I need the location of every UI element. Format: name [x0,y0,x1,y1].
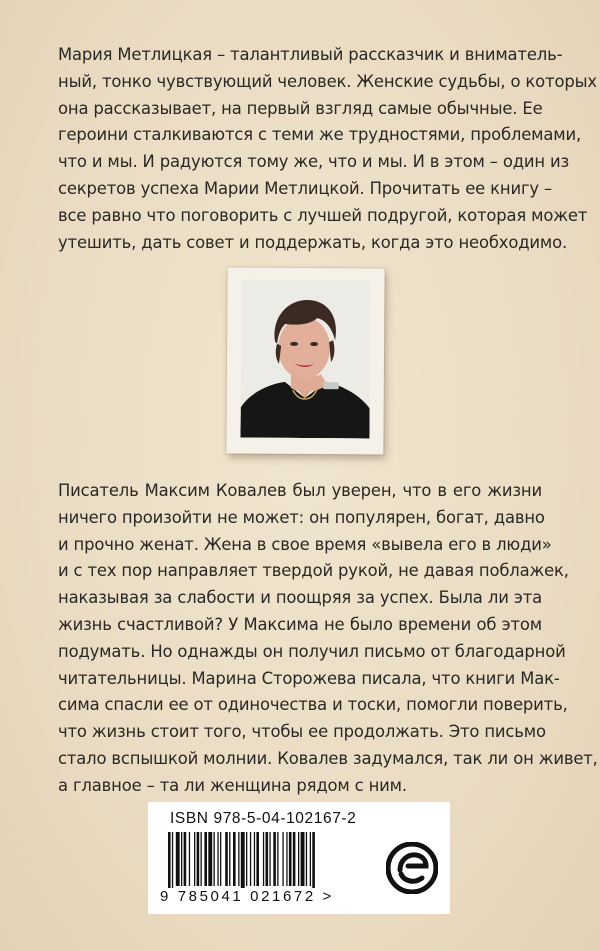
barcode-bars [168,832,364,892]
author-photo [240,280,370,439]
barcode-bar [312,832,315,892]
annotation-line: она рассказывает, на первый взгляд самые обычные. Ее [58,98,543,118]
barcode-bar [225,832,228,886]
barcode-bar [254,832,255,886]
eksmo-logo-icon [386,842,438,894]
synopsis-line: наказывая за слабости и поощряя за успех. Была ли эта [58,588,542,608]
barcode-bar [269,832,270,886]
barcode-bar [201,832,202,886]
synopsis-line: подумать. Но однажды он получил письмо от благодарной [58,641,566,661]
barcode-bar [266,832,269,886]
barcode-bar [263,832,264,886]
barcode-bar [238,832,239,886]
annotation-line: ный, тонко чувствующий человек. Женские судьбы, о которых [58,71,597,91]
barcode-bar [250,832,251,886]
barcode-bar [298,832,299,886]
barcode-bar [282,832,283,886]
synopsis-line: и прочно женат. Жена в свое время «вывела его в люди» [58,534,552,554]
barcode-bar [184,832,187,886]
barcode-bar [204,832,207,886]
synopsis-line: сима спасли ее от одиночества и тоски, помогли поверить, [58,695,568,715]
barcode-bar [181,832,182,886]
barcode-bar [301,832,305,886]
annotation-line: секретов успеха Марии Метлицкой. Прочитать ее книгу – [58,178,553,198]
book-synopsis [58,478,598,800]
barcode-bar [277,832,278,886]
barcode-bar [172,832,173,892]
barcode-bar [208,832,212,886]
synopsis-line: и с тех пор направляет твердой рукой, не давая поблажек, [58,561,569,581]
barcode-bar [273,832,276,886]
synopsis-line: а главное – та ли женщина рядом с ним. [58,775,407,795]
barcode-bar [256,832,259,886]
annotation-line: что и мы. И радуются тому же, что и мы. И в этом – один из [58,152,570,172]
barcode-bar [306,832,307,886]
barcode-bar [217,832,218,886]
synopsis-line: жизнь счастливой? У Максима не было времени об этом [58,614,542,634]
barcode-bar [168,832,171,892]
author-photo-frame [226,267,384,454]
barcode-bar [189,832,190,886]
barcode-bar [293,832,296,886]
barcode-digits: 9 785041 021672 > [160,888,334,905]
author-annotation [58,42,597,256]
annotation-line: утешить, дать совет и поддержать, когда это необходимо. [58,232,568,252]
annotation-line: героини сталкиваются с теми же трудностями, проблемами, [58,125,582,145]
barcode-bar [310,832,311,886]
synopsis-line: что жизнь стоит того, чтобы ее продолжать. Это письмо [58,722,546,742]
synopsis-line: стало вспышкой молнии. Ковалев задумался, так ли он живет, [58,748,598,768]
barcode-panel [148,802,450,914]
barcode-bar [197,832,200,886]
synopsis-line: Писатель Максим Ковалев был уверен, что в его жизни [58,481,542,500]
barcode-bar [214,832,215,886]
barcode-bar [289,832,292,886]
barcode-bar [176,832,180,886]
barcode-bar [194,832,195,886]
annotation-line: все равно что поговорить с лучшей подругой, которая может [58,205,588,225]
barcode-bar [286,832,287,886]
synopsis-line: читательницы. Марина Сторожева писала, что книги Мак- [58,668,560,688]
synopsis-line: ничего произойти не может: он популярен, богат, давно [58,507,545,527]
barcode-bar [229,832,230,886]
barcode-bar [241,832,245,892]
barcode-bar [246,832,247,886]
annotation-line: Мария Метлицкая – талантливый рассказчик и вниматель- [58,45,563,64]
isbn-label: ISBN 978-5-04-102167-2 [170,810,357,827]
barcode-bar [220,832,221,886]
barcode-bar [233,832,236,886]
